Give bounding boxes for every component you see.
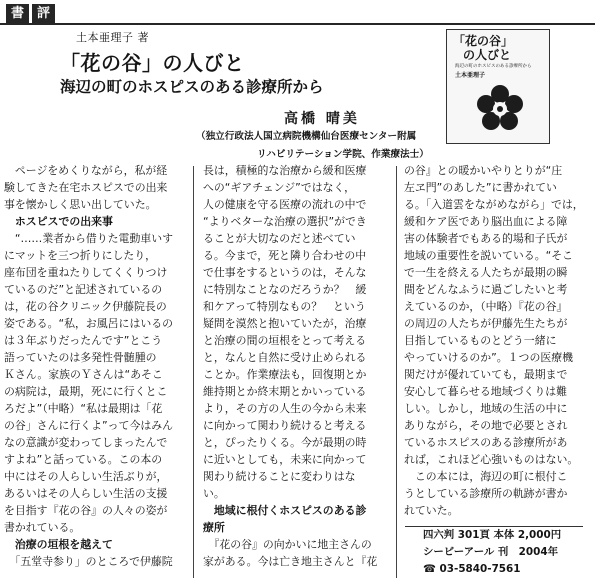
book-cover-image — [446, 29, 550, 144]
body-text-line: 語っていたのは多発性骨髄腫の — [4, 351, 157, 364]
body-text-line: れていた。 — [404, 504, 459, 517]
body-text-line: 「五堂寺参り」のところで伊藤院 — [4, 555, 173, 568]
body-text-line: 害の体験者でもある的場和子氏が — [404, 232, 568, 245]
body-text-line: ページをめくりながら，私が経 — [4, 164, 168, 177]
column-divider — [193, 166, 194, 578]
section-heading-line: 地域に根付くホスピスのある診 — [203, 504, 367, 517]
body-text-line: 『花の谷』の向かいに地主さんの — [203, 538, 372, 551]
body-text-line: に特別なことなのだろうか？ 緩 — [203, 283, 367, 296]
body-text-line: の周辺の人たちが伊藤先生たちが — [404, 317, 568, 330]
publication-info-box — [405, 526, 583, 581]
body-text-line: と治療の間の垣根をとって考える — [203, 334, 367, 347]
body-text-line: る。今まで，死と隣り合わせの中 — [203, 249, 367, 262]
pub-phone: ☎ 03-5840-7561 — [423, 563, 521, 575]
body-text-line: すよね”と話っている。この本の — [4, 453, 163, 466]
body-text-line: の病院は，最期，死にに行くとこ — [4, 385, 168, 398]
body-text-line: ているホスピスのある診療所があ — [404, 436, 568, 449]
book-cover-author: 土本亜理子 — [455, 72, 486, 79]
body-text-line: る。「入道雲をながめながら」では， — [404, 198, 584, 211]
section-heading-line: 治療の垣根を越えて — [4, 538, 113, 551]
article-column-1 — [4, 162, 186, 582]
body-text-line: 人の健康を守る医療の流れの中で — [203, 198, 367, 211]
body-text-line: うとしている診療所の軌跡が書か — [404, 487, 568, 500]
body-text-line: えているのか，（中略）『花の谷』 — [404, 300, 568, 313]
body-text-line: れば，これほど心強いものはない。 — [404, 453, 579, 466]
body-text-line: と，なんと自然に受け止められる — [203, 351, 367, 364]
body-text-line: は３年ぶりだったんです”とこう — [4, 334, 163, 347]
body-text-line: 中にはその人らしい生活ぶりが， — [4, 470, 168, 483]
header-rule — [0, 23, 595, 25]
pub-publisher-year: シービーアール 刊 2004年 — [423, 546, 558, 558]
body-text-line: 目指しているものとどう一緒に — [404, 334, 557, 347]
body-text-line: に近いとしても，未来に向かって — [203, 453, 367, 466]
body-text-line: 左ヱ門”のあした”に書かれてい — [404, 181, 557, 194]
book-cover-tagline: 海辺の町のホスピスのある診療所から — [455, 64, 532, 69]
body-text-line: で一生を終える人たちが最期の瞬 — [404, 266, 568, 279]
body-text-line: Ｋさん。家族のＹさんは“あそこ — [4, 368, 163, 381]
body-text-line: を目指す『花の谷』の人々の姿が — [4, 504, 168, 517]
body-text-line: 座布団を重ねたりしてくくりつけ — [4, 266, 168, 279]
body-text-line: やっていけるのか”。１つの医療機 — [404, 351, 574, 364]
body-text-line: い。 — [203, 487, 225, 500]
body-text-line: にマットを三つ折りにしたり， — [4, 249, 157, 262]
body-text-line: ことか。作業療法も，回復期とか — [203, 368, 367, 381]
body-text-line: 関だけが優れていても，最期まで — [404, 368, 568, 381]
book-author-line: 土本亜理子 著 — [76, 31, 149, 44]
reviewer-affiliation-1: （独立行政法人国立病院機構仙台医療センター附属 — [196, 131, 417, 142]
body-text-line: 間をどんなふうに過ごしたいと考 — [404, 283, 568, 296]
body-text-line: への“ギアチェンジ”ではなく， — [203, 181, 356, 194]
pub-format-price: 四六判 301頁 本体 2,000円 — [423, 529, 562, 541]
section-heading-line: 療所 — [203, 521, 225, 534]
body-text-line: 事を懐かしく思い出していた。 — [4, 198, 157, 211]
body-text-line: ろだよ”（中略）“私は最期は「花 — [4, 402, 163, 415]
body-text-line: 関わり続けることに変わりはな — [203, 470, 356, 483]
body-text-line: の谷』との暖かいやりとりが“庄 — [404, 164, 563, 177]
book-cover-title: 「花の谷」 の人びと — [453, 34, 514, 62]
reviewer-affiliation-2: リハビリテーション学院、作業療法士） — [257, 149, 429, 160]
section-label-1: 書 — [6, 4, 29, 23]
column-divider — [396, 166, 397, 578]
body-text-line: に向かって関わり続けると考える — [203, 419, 367, 432]
body-text-line: 安心して暮らせる地域づくりは難 — [404, 385, 568, 398]
body-text-line: で仕事をするというのは，そんな — [203, 266, 367, 279]
body-text-line: ありながら，その地で必要とされ — [404, 419, 568, 432]
body-text-line: は，花の谷クリニック伊藤院長の — [4, 300, 167, 313]
body-text-line: 疑問を漠然と抱いていたが，治療 — [203, 317, 367, 330]
body-text-line: この本には，海辺の町に根付こ — [404, 470, 568, 483]
body-text-line: 家がある。今は亡き地主さんと『花 — [203, 555, 378, 568]
body-text-line: ているのだ”と記述されているの — [4, 283, 163, 296]
reviewer-name: 高橋 晴美 — [284, 111, 360, 127]
body-text-line: “よりベターな治療の選択”ができ — [203, 215, 367, 228]
body-text-line: なの意識が変わってしまったんで — [4, 436, 168, 449]
body-text-line: 姿である。“私，お風呂にはいるの — [4, 317, 174, 330]
book-title: 「花の谷」の人びと — [60, 51, 245, 75]
body-text-line: より，その方の人生の今から未来 — [203, 402, 367, 415]
body-text-line: 書かれている。 — [4, 521, 81, 534]
section-heading-line: ホスピスでの出来事 — [4, 215, 113, 228]
body-text-line: しい。しかし，地域の生活の中に — [404, 402, 568, 415]
body-text-line: と，ぴったりくる。今が最期の時 — [203, 436, 367, 449]
body-text-line: “……業者から借りた電動車いす — [4, 232, 174, 245]
section-label-2: 評 — [32, 4, 55, 23]
body-text-line: 長は，積極的な治療から緩和医療 — [203, 164, 367, 177]
book-subtitle: 海辺の町のホスピスのある診療所から — [60, 78, 324, 96]
body-text-line: 和ケアって特別なもの？ という — [203, 300, 366, 313]
body-text-line: 維持期とか終末期とかいっている — [203, 385, 367, 398]
body-text-line: 験してきた在宅ホスピスでの出来 — [4, 181, 168, 194]
body-text-line: の谷」さんに行くよ”って今はみん — [4, 419, 174, 432]
body-text-line: あるいはその人らしい生活の支援 — [4, 487, 168, 500]
article-column-3 — [404, 162, 590, 582]
flower-illustration — [473, 82, 527, 136]
body-text-line: ることが大切なのだと述べてい — [203, 232, 356, 245]
article-column-2 — [203, 162, 389, 582]
body-text-line: 地域の重要性を説いている。“そこ — [404, 249, 574, 262]
body-text-line: 緩和ケア医であり脳出血による障 — [404, 215, 568, 228]
